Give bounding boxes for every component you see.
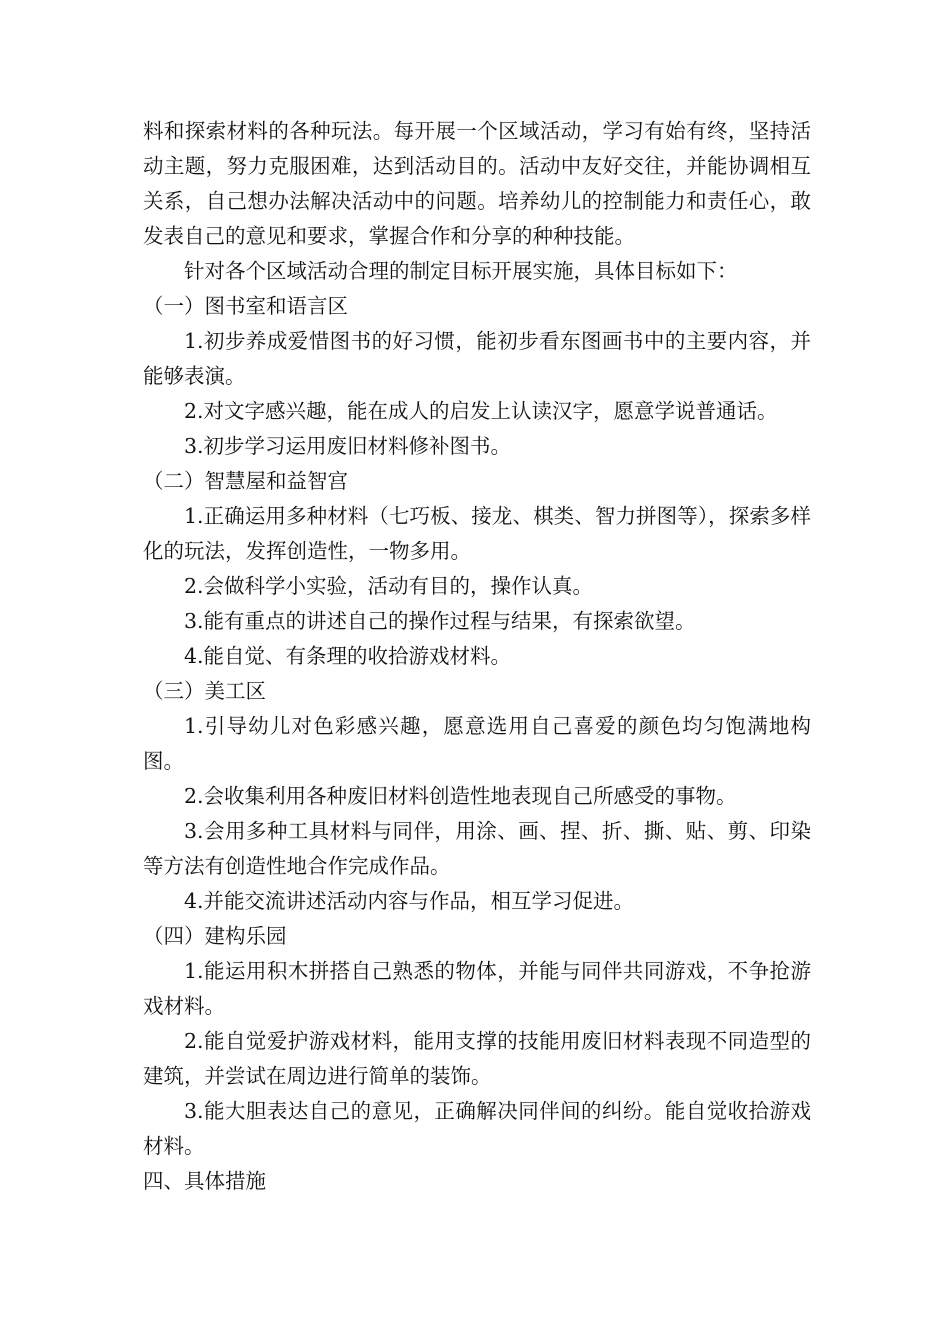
list-item: 1.初步养成爱惜图书的好习惯，能初步看东图画书中的主要内容，并能够表演。 [143,329,811,388]
list-item: 1.引导幼儿对色彩感兴趣，愿意选用自己喜爱的颜色均匀饱满地构图。 [143,714,811,773]
document-body [143,114,811,1199]
list-item: 3.能有重点的讲述自己的操作过程与结果，有探索欲望。 [184,609,696,633]
paragraph-goals-intro: 针对各个区域活动合理的制定目标开展实施，具体目标如下： [184,259,738,283]
list-item: 3.能大胆表达自己的意见，正确解决同伴间的纠纷。能自觉收拾游戏材料。 [143,1099,811,1158]
subheading-construction-park: （四）建构乐园 [143,924,287,948]
list-item: 1.正确运用多种材料（七巧板、接龙、棋类、智力拼图等），探索多样化的玩法，发挥创造性，一物多用。 [143,504,811,563]
list-item: 2.对文字感兴趣，能在成人的启发上认读汉字，愿意学说普通话。 [184,399,778,423]
list-item: 3.初步学习运用废旧材料修补图书。 [184,434,512,458]
list-item: 2.能自觉爱护游戏材料，能用支撑的技能用废旧材料表现不同造型的建筑，并尝试在周边进行简单的装饰。 [143,1029,811,1088]
list-item: 1.能运用积木拼搭自己熟悉的物体，并能与同伴共同游戏，不争抢游戏材料。 [143,959,811,1018]
subheading-art-area: （三）美工区 [143,679,266,703]
list-item: 2.会收集利用各种废旧材料创造性地表现自己所感受的事物。 [184,784,737,808]
list-item: 4.能自觉、有条理的收拾游戏材料。 [184,644,512,668]
subheading-wisdom-puzzle: （二）智慧屋和益智宫 [143,469,348,493]
list-item: 4.并能交流讲述活动内容与作品，相互学习促进。 [184,889,635,913]
list-item: 3.会用多种工具材料与同伴，用涂、画、捏、折、撕、贴、剪、印染等方法有创造性地合作完成作品。 [143,819,811,878]
subheading-library-language: （一）图书室和语言区 [143,294,348,318]
section-heading-measures: 四、具体措施 [143,1169,266,1193]
list-item: 2.会做科学小实验，活动有目的，操作认真。 [184,574,594,598]
paragraph-intro-continuation: 料和探索材料的各种玩法。每开展一个区域活动，学习有始有终，坚持活动主题，努力克服困难，达到活动目的。活动中友好交往，并能协调相互关系，自己想办法解决活动中的问题。培养幼儿的控制能力和责任心，敢发表自己的意见和要求，掌握合作和分享的种种技能。 [143,119,811,248]
